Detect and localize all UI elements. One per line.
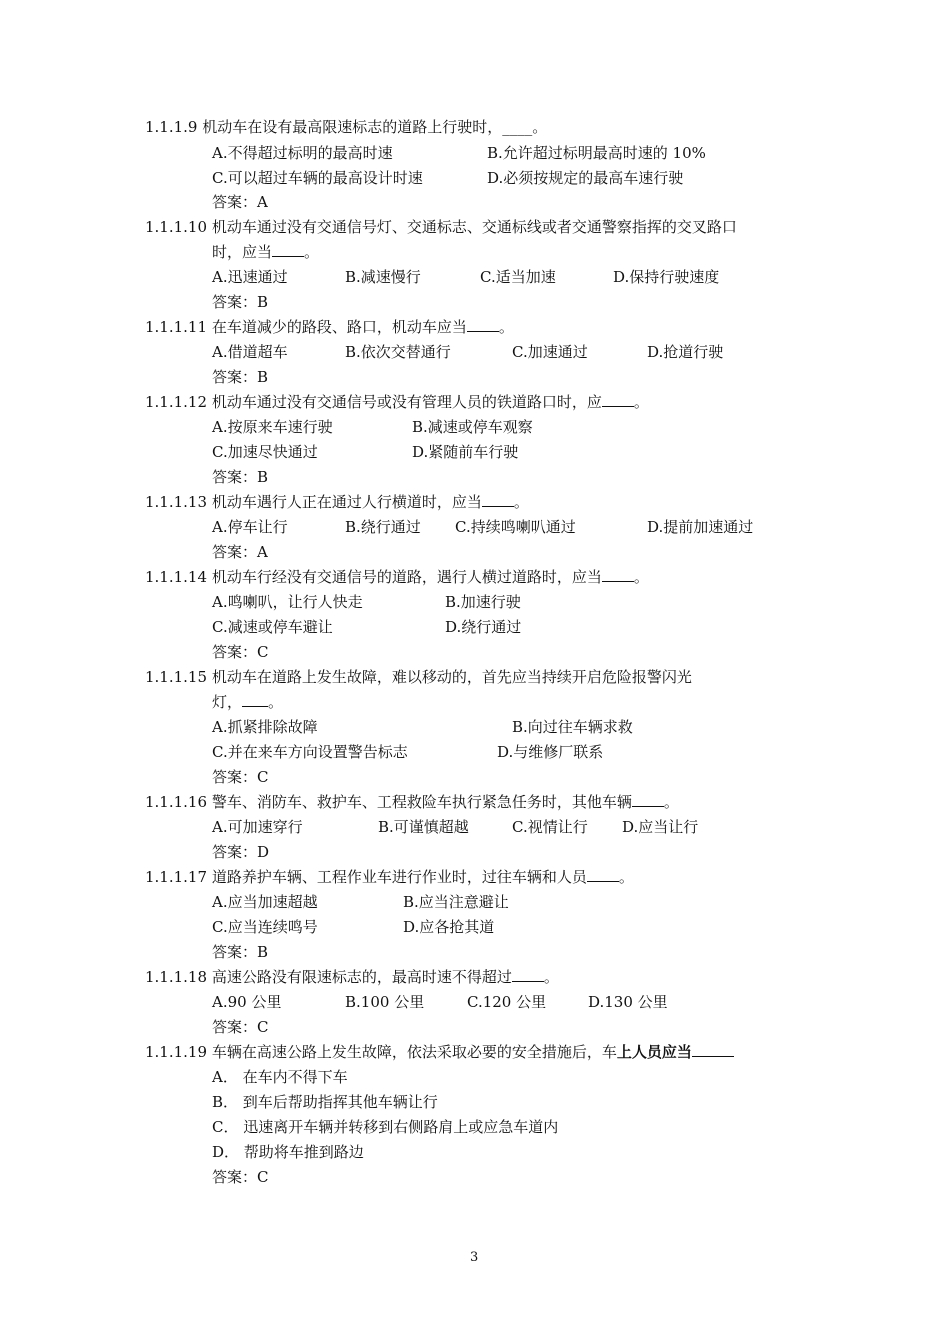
answer-blank [272, 242, 304, 257]
question-tail: 。 [543, 968, 559, 986]
question-tail: 。 [513, 493, 529, 511]
option-d: D.应各抢其道 [403, 918, 495, 936]
option-a: A.停车让行 [212, 518, 288, 536]
answer: 答案：D [212, 843, 270, 861]
option-b: B.减速慢行 [345, 268, 421, 286]
option-d: D.130 公里 [588, 993, 668, 1011]
question-text-bold: 上人员应当 [616, 1043, 692, 1061]
option-b: B． 到车后帮助指挥其他车辆让行 [212, 1093, 438, 1111]
answer-blank [512, 967, 544, 982]
question-tail: 。 [633, 568, 649, 586]
answer: 答案：C [212, 1168, 269, 1186]
question-number: 1.1.1.12 [145, 393, 208, 411]
option-c: C.120 公里 [467, 993, 547, 1011]
option-b: B.应当注意避让 [403, 893, 509, 911]
option-a: A.可加速穿行 [212, 818, 303, 836]
option-c: C.可以超过车辆的最高设计时速 [212, 169, 423, 187]
option-d: D.紧随前车行驶 [412, 443, 519, 461]
question-text: 机动车在道路上发生故障，难以移动的，首先应当持续开启危险报警闪光 [211, 668, 692, 686]
question-1-1-1-14 [145, 567, 649, 587]
answer-blank [602, 567, 634, 582]
question-1-1-1-15 [145, 667, 692, 687]
option-a: A.90 公里 [212, 993, 282, 1011]
question-1-1-1-11 [145, 317, 514, 337]
answer-blank [632, 792, 664, 807]
option-c: C.加速尽快通过 [212, 443, 318, 461]
answer: 答案：C [212, 643, 269, 661]
question-tail: 。 [304, 243, 320, 261]
question-number: 1.1.1.11 [145, 318, 208, 336]
answer-blank [482, 492, 514, 507]
option-d: D． 帮助将车推到路边 [212, 1143, 364, 1161]
option-b: B.允许超过标明最高时速的 10% [487, 144, 706, 162]
option-a: A.按原来车速行驶 [212, 418, 333, 436]
question-number: 1.1.1.10 [145, 218, 208, 236]
question-number: 1.1.1.18 [145, 968, 208, 986]
answer: 答案：A [212, 543, 268, 561]
option-c: C.持续鸣喇叭通过 [455, 518, 576, 536]
question-tail: 。 [532, 118, 548, 136]
question-text: 机动车通过没有交通信号或没有管理人员的铁道路口时，应 [211, 393, 602, 411]
option-d: D.绕行通过 [445, 618, 522, 636]
question-1-1-1-18 [145, 967, 559, 987]
question-number: 1.1.1.14 [145, 568, 208, 586]
option-c: C.加速通过 [512, 343, 588, 361]
answer-blank [587, 867, 619, 882]
question-tail: 。 [498, 318, 514, 336]
question-text: 机动车通过没有交通信号灯、交通标志、交通标线或者交通警察指挥的交叉路口 [211, 218, 737, 236]
question-text: 警车、消防车、救护车、工程救险车执行紧急任务时，其他车辆 [211, 793, 632, 811]
option-c: C.视情让行 [512, 818, 588, 836]
question-1-1-1-16 [145, 792, 679, 812]
option-d: D.提前加速通过 [647, 518, 754, 536]
answer-blank [692, 1042, 734, 1057]
question-text: 机动车行经没有交通信号的道路，遇行人横过道路时，应当 [211, 568, 602, 586]
option-a: A.迅速通过 [212, 268, 288, 286]
answer: 答案：C [212, 768, 269, 786]
question-tail: 。 [268, 693, 284, 711]
answer: 答案：B [212, 943, 269, 961]
question-1-1-1-12 [145, 392, 649, 412]
question-number: 1.1.1.13 [145, 493, 208, 511]
option-c: C.适当加速 [480, 268, 556, 286]
answer: 答案：B [212, 468, 269, 486]
option-a: A.抓紧排除故障 [212, 718, 318, 736]
option-d: D.与维修厂联系 [497, 743, 604, 761]
option-a: A.鸣喇叭，让行人快走 [212, 593, 363, 611]
question-number: 1.1.1.15 [145, 668, 208, 686]
option-c: C.并在来车方向设置警告标志 [212, 743, 408, 761]
option-b: B.依次交替通行 [345, 343, 451, 361]
continuation-text: 时，应当 [212, 243, 273, 261]
answer-blank: ____ [502, 118, 533, 136]
question-continuation [212, 692, 283, 712]
question-tail: 。 [633, 393, 649, 411]
option-b: B.加速行驶 [445, 593, 521, 611]
question-text: 车辆在高速公路上发生故障，依法采取必要的安全措施后，车 [211, 1043, 617, 1061]
answer: 答案：C [212, 1018, 269, 1036]
question-text: 机动车遇行人正在通过人行横道时，应当 [211, 493, 482, 511]
question-1-1-1-13 [145, 492, 529, 512]
option-b: B.绕行通过 [345, 518, 421, 536]
option-a: A.借道超车 [212, 343, 288, 361]
question-text: 在车道减少的路段、路口，机动车应当 [211, 318, 467, 336]
page-number: 3 [470, 1250, 479, 1265]
question-number: 1.1.1.9 [145, 118, 198, 136]
option-a: A.不得超过标明的最高时速 [212, 144, 393, 162]
question-number: 1.1.1.19 [145, 1043, 208, 1061]
option-d: D.抢道行驶 [647, 343, 724, 361]
continuation-text: 灯， [212, 693, 243, 711]
option-a: A.应当加速超越 [212, 893, 318, 911]
question-tail: 。 [663, 793, 679, 811]
question-text: 机动车在设有最高限速标志的道路上行驶时， [202, 118, 503, 136]
question-number: 1.1.1.17 [145, 868, 208, 886]
answer: 答案：B [212, 293, 269, 311]
question-1-1-1-10 [145, 217, 737, 237]
question-text: 道路养护车辆、工程作业车进行作业时，过往车辆和人员 [211, 868, 587, 886]
answer-blank [242, 692, 268, 707]
option-b: B.减速或停车观察 [412, 418, 533, 436]
option-d: D.保持行驶速度 [613, 268, 720, 286]
option-c: C.应当连续鸣号 [212, 918, 318, 936]
option-d: D.必须按规定的最高车速行驶 [487, 169, 684, 187]
question-continuation [212, 242, 319, 262]
question-1-1-1-17 [145, 867, 634, 887]
answer: 答案：A [212, 193, 268, 211]
answer-blank [467, 317, 499, 332]
option-c: C.减速或停车避让 [212, 618, 333, 636]
option-d: D.应当让行 [622, 818, 699, 836]
option-b: B.100 公里 [345, 993, 425, 1011]
answer: 答案：B [212, 368, 269, 386]
question-tail: 。 [618, 868, 634, 886]
option-a: A． 在车内不得下车 [212, 1068, 348, 1086]
option-b: B.向过往车辆求救 [512, 718, 633, 736]
option-b: B.可谨慎超越 [378, 818, 469, 836]
question-1-1-1-9 [145, 117, 547, 137]
question-number: 1.1.1.16 [145, 793, 208, 811]
question-text: 高速公路没有限速标志的，最高时速不得超过 [211, 968, 512, 986]
answer-blank [602, 392, 634, 407]
question-1-1-1-19 [145, 1042, 734, 1062]
option-c: C． 迅速离开车辆并转移到右侧路肩上或应急车道内 [212, 1118, 559, 1136]
